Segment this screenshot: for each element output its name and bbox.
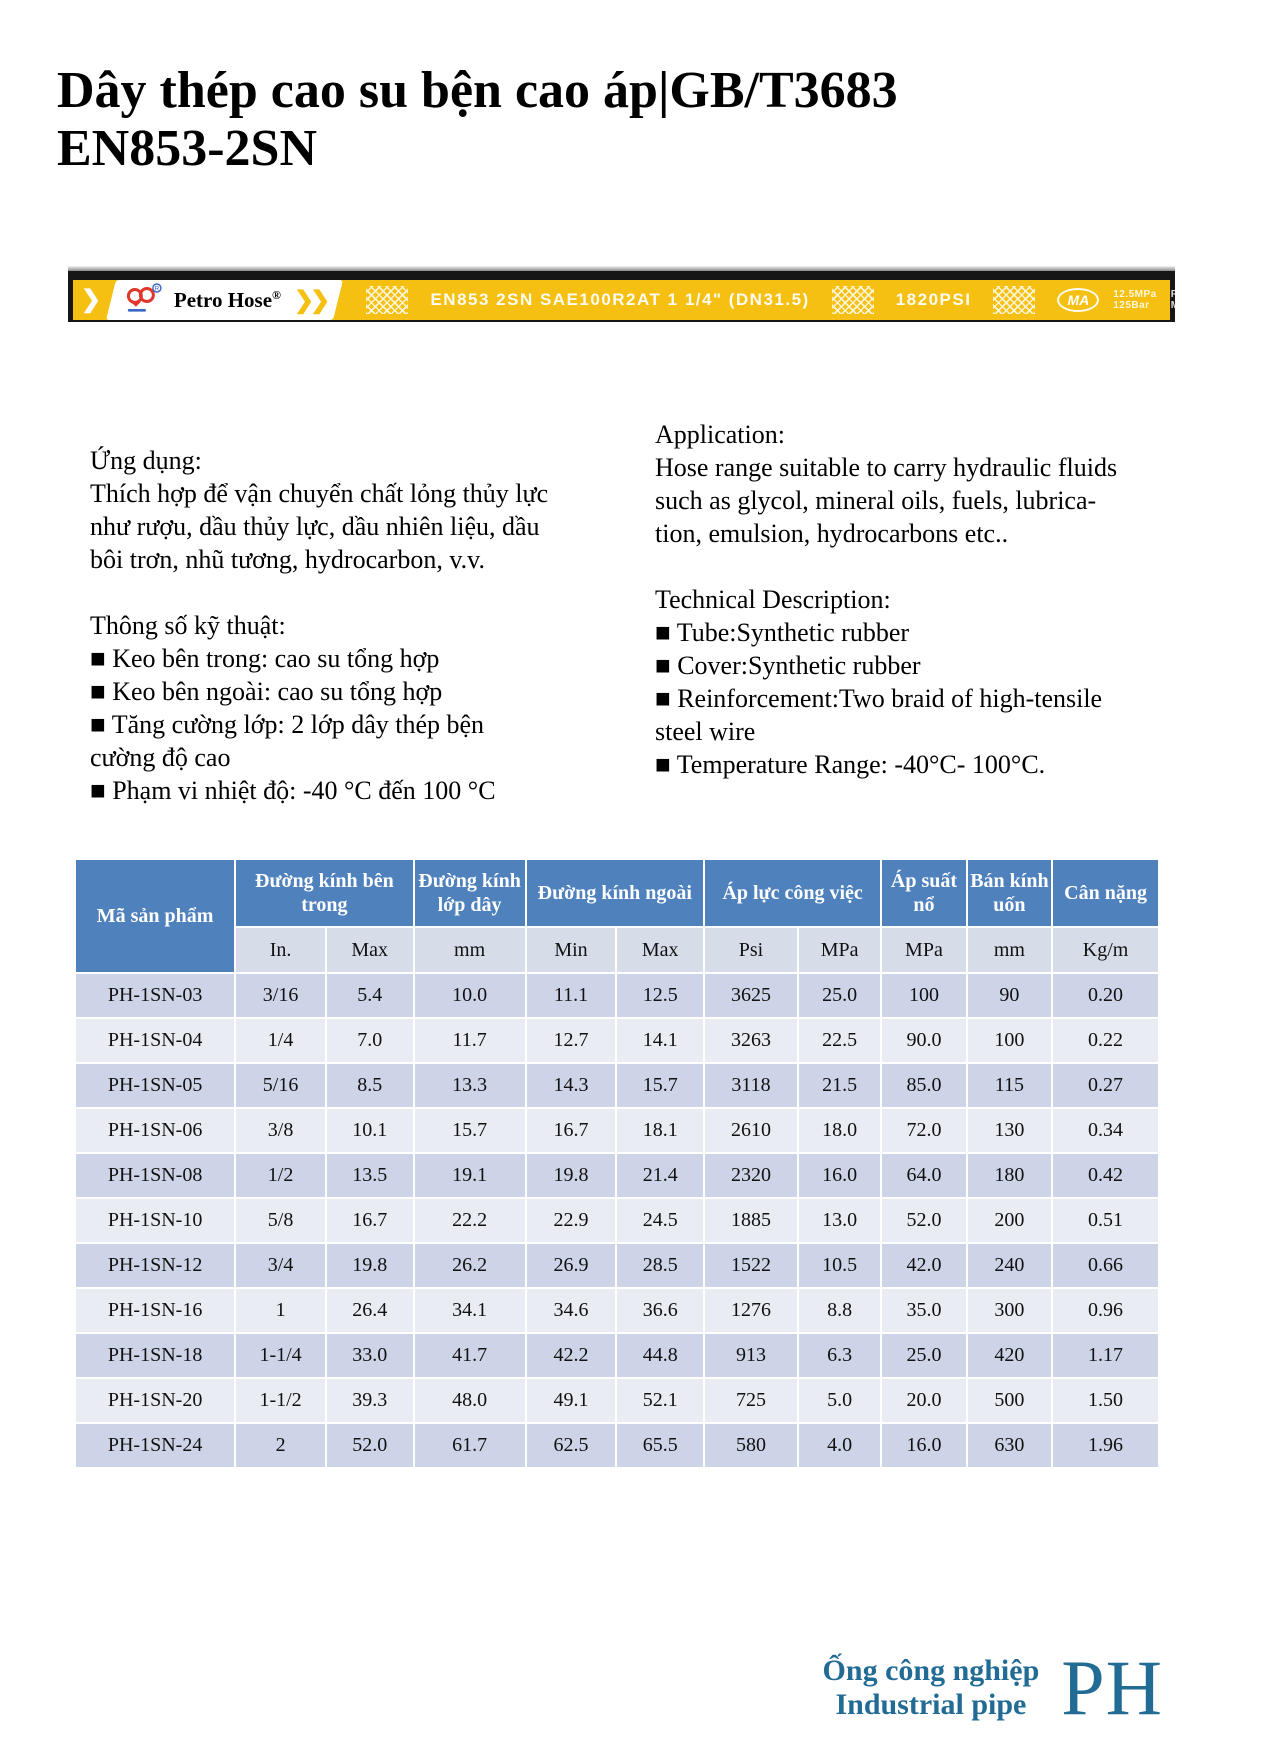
table-header-cell: Đường kính ngoài <box>526 859 704 927</box>
table-subheader-cell: mm <box>414 927 526 973</box>
application-paragraph-vi <box>90 477 655 576</box>
table-cell: 19.1 <box>414 1153 526 1198</box>
hose-banner <box>68 266 1276 322</box>
hatch-pattern <box>366 286 408 314</box>
table-cell: 19.8 <box>326 1243 414 1288</box>
table-cell: 44.8 <box>616 1333 704 1378</box>
table-header-cell: Cân nặng <box>1052 859 1159 927</box>
banner-psi-text: 1820PSI <box>895 290 972 309</box>
table-subheader-cell: Max <box>326 927 414 973</box>
table-cell: PH-1SN-16 <box>75 1288 235 1333</box>
table-cell: 1/4 <box>235 1018 326 1063</box>
brand-text: Petro Hose® <box>174 287 282 312</box>
hatch-pattern <box>832 286 874 314</box>
table-cell: 13.5 <box>326 1153 414 1198</box>
table-cell: 25.0 <box>798 973 881 1018</box>
spec-heading-vi: Thông số kỹ thuật: <box>90 611 286 640</box>
banner-spec-text: EN853 2SN SAE100R2AT 1 1/4" (DN31.5) <box>430 290 810 309</box>
table-cell: 18.0 <box>798 1108 881 1153</box>
application-section-vi <box>90 418 655 807</box>
table-subheader-cell: Max <box>616 927 704 973</box>
table-cell: 0.96 <box>1052 1288 1159 1333</box>
table-cell: 2610 <box>704 1108 798 1153</box>
text-line: như rượu, dầu thủy lực, dầu nhiên liệu, dầu <box>90 512 540 541</box>
table-cell: 1/2 <box>235 1153 326 1198</box>
table-cell: 22.2 <box>414 1198 526 1243</box>
table-cell: 500 <box>967 1378 1052 1423</box>
table-cell: 8.8 <box>798 1288 881 1333</box>
banner-pressure-text: 12.5MPa 125Bar <box>1113 289 1157 311</box>
table-cell: 5/16 <box>235 1063 326 1108</box>
text-line: cường độ cao <box>90 743 231 772</box>
ma-certification-badge: MA <box>1057 288 1099 312</box>
table-cell: 13.3 <box>414 1063 526 1108</box>
table-cell: 1-1/2 <box>235 1378 326 1423</box>
application-heading-vi: Ứng dụng: <box>90 446 202 475</box>
table-cell: 52.1 <box>616 1378 704 1423</box>
table-cell: 2 <box>235 1423 326 1468</box>
table-cell: 12.5 <box>616 973 704 1018</box>
text-line: ■ Reinforcement:Two braid of high-tensile <box>655 684 1103 713</box>
table-cell: 26.2 <box>414 1243 526 1288</box>
table-cell: 34.6 <box>526 1288 617 1333</box>
table-cell: PH-1SN-10 <box>75 1198 235 1243</box>
table-subheader-cell: MPa <box>798 927 881 973</box>
table-cell: 100 <box>967 1018 1052 1063</box>
text-line: Hose range suitable to carry hydraulic fluids <box>655 453 1118 482</box>
table-cell: 8.5 <box>326 1063 414 1108</box>
table-cell: PH-1SN-03 <box>75 973 235 1018</box>
table-cell: 5.4 <box>326 973 414 1018</box>
table-cell: PH-1SN-24 <box>75 1423 235 1468</box>
table-cell: 65.5 <box>616 1423 704 1468</box>
table-cell: 12.7 <box>526 1018 617 1063</box>
table-cell: 1.17 <box>1052 1333 1159 1378</box>
footer-brand-line2: Industrial pipe <box>835 1688 1027 1721</box>
table-subheader-cell: Min <box>526 927 617 973</box>
hose-label-band <box>73 280 1276 320</box>
hose-highlight <box>68 266 1175 271</box>
table-cell: 1 <box>235 1288 326 1333</box>
table-cell: 15.7 <box>414 1108 526 1153</box>
table-cell: 180 <box>967 1153 1052 1198</box>
table-row <box>75 1243 1159 1288</box>
table-cell: 725 <box>704 1378 798 1423</box>
text-line: ■ Phạm vi nhiệt độ: -40 °C đến 100 °C <box>90 776 496 805</box>
table-cell: 10.0 <box>414 973 526 1018</box>
table-cell: 3/4 <box>235 1243 326 1288</box>
table-cell: 3/8 <box>235 1108 326 1153</box>
table-row <box>75 1108 1159 1153</box>
table-cell: 420 <box>967 1333 1052 1378</box>
spec-list-vi <box>90 642 655 807</box>
table-cell: 22.9 <box>526 1198 617 1243</box>
table-subheader-cell: MPa <box>881 927 966 973</box>
table-cell: PH-1SN-08 <box>75 1153 235 1198</box>
table-cell: 90.0 <box>881 1018 966 1063</box>
table-cell: 16.7 <box>526 1108 617 1153</box>
table-cell: 200 <box>967 1198 1052 1243</box>
text-line: ■ Temperature Range: -40°C- 100°C. <box>655 750 1046 779</box>
text-line: such as glycol, mineral oils, fuels, lubrica- <box>655 486 1097 515</box>
table-cell: 61.7 <box>414 1423 526 1468</box>
table-cell: 26.4 <box>326 1288 414 1333</box>
table-cell: 0.22 <box>1052 1018 1159 1063</box>
table-cell: 10.5 <box>798 1243 881 1288</box>
table-cell: 28.5 <box>616 1243 704 1288</box>
table-cell: 3/16 <box>235 973 326 1018</box>
table-cell: 4.0 <box>798 1423 881 1468</box>
table-cell: 5/8 <box>235 1198 326 1243</box>
table-row <box>75 1423 1159 1468</box>
table-cell: 11.1 <box>526 973 617 1018</box>
table-cell: 13.0 <box>798 1198 881 1243</box>
table-cell: 21.5 <box>798 1063 881 1108</box>
table-cell: 72.0 <box>881 1108 966 1153</box>
table-cell: 33.0 <box>326 1333 414 1378</box>
table-cell: 0.27 <box>1052 1063 1159 1108</box>
application-section-en <box>655 418 1165 807</box>
table-cell: 630 <box>967 1423 1052 1468</box>
table-cell: 35.0 <box>881 1288 966 1333</box>
table-header-cell: Đường kính bên trong <box>235 859 413 927</box>
table-header-cell: Đường kính lớp dây <box>414 859 526 927</box>
table-cell: 21.4 <box>616 1153 704 1198</box>
table-cell: 20.0 <box>881 1378 966 1423</box>
table-row <box>75 973 1159 1018</box>
table-cell: 52.0 <box>326 1423 414 1468</box>
svg-text:R: R <box>154 285 160 293</box>
table-cell: 16.0 <box>798 1153 881 1198</box>
table-row <box>75 1153 1159 1198</box>
page-title: Dây thép cao su bện cao áp|GB/T3683 EN853-2SN <box>57 62 898 177</box>
petro-hose-logo-icon <box>123 281 167 320</box>
table-cell: 913 <box>704 1333 798 1378</box>
table-cell: PH-1SN-20 <box>75 1378 235 1423</box>
table-cell: 85.0 <box>881 1063 966 1108</box>
table-row <box>75 1018 1159 1063</box>
text-line: ■ Cover:Synthetic rubber <box>655 651 921 680</box>
text-line: ■ Tube:Synthetic rubber <box>655 618 910 647</box>
table-cell: 580 <box>704 1423 798 1468</box>
table-cell: 1-1/4 <box>235 1333 326 1378</box>
footer-brand-line1: Ống công nghiệp <box>822 1654 1040 1687</box>
table-subheader-cell: In. <box>235 927 326 973</box>
table-cell: 0.34 <box>1052 1108 1159 1153</box>
table-cell: 62.5 <box>526 1423 617 1468</box>
table-header-cell: Áp suất nổ <box>881 859 966 927</box>
table-cell: 22.5 <box>798 1018 881 1063</box>
table-header-cell: Mã sản phẩm <box>75 859 235 973</box>
banner-chevron-icon: ❯ <box>81 286 102 313</box>
table-cell: 48.0 <box>414 1378 526 1423</box>
table-cell: 10.1 <box>326 1108 414 1153</box>
table-cell: 41.7 <box>414 1333 526 1378</box>
table-cell: 1522 <box>704 1243 798 1288</box>
table-cell: 0.42 <box>1052 1153 1159 1198</box>
footer-logo: PH <box>1061 1644 1163 1731</box>
text-line: steel wire <box>655 717 756 746</box>
table-cell: 0.66 <box>1052 1243 1159 1288</box>
table-subheader-cell: Psi <box>704 927 798 973</box>
table-cell: 42.2 <box>526 1333 617 1378</box>
table-cell: 14.1 <box>616 1018 704 1063</box>
text-line: ■ Keo bên ngoài: cao su tổng hợp <box>90 677 443 706</box>
spec-table <box>74 858 1160 1469</box>
table-cell: 1.50 <box>1052 1378 1159 1423</box>
table-cell: 7.0 <box>326 1018 414 1063</box>
table-row <box>75 1288 1159 1333</box>
table-row <box>75 1063 1159 1108</box>
description-columns <box>90 418 1165 807</box>
table-cell: PH-1SN-04 <box>75 1018 235 1063</box>
table-cell: 14.3 <box>526 1063 617 1108</box>
text-line: Thích hợp để vận chuyển chất lỏng thủy lực <box>90 479 549 508</box>
banner-flame-text: FLAME RESISTANT MSHA 2G-1C-14C/44 <box>1170 289 1276 311</box>
table-cell: PH-1SN-18 <box>75 1333 235 1378</box>
text-line: ■ Tăng cường lớp: 2 lớp dây thép bện <box>90 710 485 739</box>
table-cell: 0.51 <box>1052 1198 1159 1243</box>
application-paragraph-en <box>655 451 1165 550</box>
table-cell: 115 <box>967 1063 1052 1108</box>
text-line: bôi trơn, nhũ tương, hydrocarbon, v.v. <box>90 545 485 574</box>
table-cell: 3625 <box>704 973 798 1018</box>
text-line: ■ Keo bên trong: cao su tổng hợp <box>90 644 440 673</box>
table-cell: 1885 <box>704 1198 798 1243</box>
table-cell: PH-1SN-05 <box>75 1063 235 1108</box>
table-cell: 5.0 <box>798 1378 881 1423</box>
banner-chevron-icon: ❯❯ <box>294 286 327 313</box>
table-cell: 16.7 <box>326 1198 414 1243</box>
table-cell: 49.1 <box>526 1378 617 1423</box>
table-cell: 15.7 <box>616 1063 704 1108</box>
brand-panel <box>106 280 343 320</box>
registered-mark: ® <box>272 287 282 302</box>
table-cell: 52.0 <box>881 1198 966 1243</box>
text-line: tion, emulsion, hydrocarbons etc.. <box>655 519 1009 548</box>
table-cell: 24.5 <box>616 1198 704 1243</box>
table-cell: 240 <box>967 1243 1052 1288</box>
table-cell: 3118 <box>704 1063 798 1108</box>
table-cell: 42.0 <box>881 1243 966 1288</box>
table-row <box>75 1198 1159 1243</box>
table-cell: 3263 <box>704 1018 798 1063</box>
table-header-cell: Bán kính uốn <box>967 859 1052 927</box>
application-heading-en: Application: <box>655 420 785 449</box>
table-cell: 2320 <box>704 1153 798 1198</box>
table-cell: 1.96 <box>1052 1423 1159 1468</box>
table-cell: 16.0 <box>881 1423 966 1468</box>
table-cell: 39.3 <box>326 1378 414 1423</box>
table-cell: 90 <box>967 973 1052 1018</box>
table-row <box>75 1333 1159 1378</box>
table-cell: 64.0 <box>881 1153 966 1198</box>
tech-list-en <box>655 616 1165 781</box>
table-cell: PH-1SN-12 <box>75 1243 235 1288</box>
table-cell: 19.8 <box>526 1153 617 1198</box>
table-cell: PH-1SN-06 <box>75 1108 235 1153</box>
table-cell: 100 <box>881 973 966 1018</box>
hatch-pattern <box>993 286 1035 314</box>
table-cell: 26.9 <box>526 1243 617 1288</box>
table-cell: 1276 <box>704 1288 798 1333</box>
tech-heading-en: Technical Description: <box>655 585 891 614</box>
table-cell: 36.6 <box>616 1288 704 1333</box>
table-header-cell: Áp lực công việc <box>704 859 881 927</box>
table-subheader-cell: Kg/m <box>1052 927 1159 973</box>
table-cell: 300 <box>967 1288 1052 1333</box>
footer-brand <box>822 1644 1163 1731</box>
table-row <box>75 1378 1159 1423</box>
table-subheader-cell: mm <box>967 927 1052 973</box>
table-cell: 18.1 <box>616 1108 704 1153</box>
table-cell: 0.20 <box>1052 973 1159 1018</box>
table-cell: 11.7 <box>414 1018 526 1063</box>
table-cell: 6.3 <box>798 1333 881 1378</box>
table-cell: 25.0 <box>881 1333 966 1378</box>
table-cell: 130 <box>967 1108 1052 1153</box>
table-cell: 34.1 <box>414 1288 526 1333</box>
